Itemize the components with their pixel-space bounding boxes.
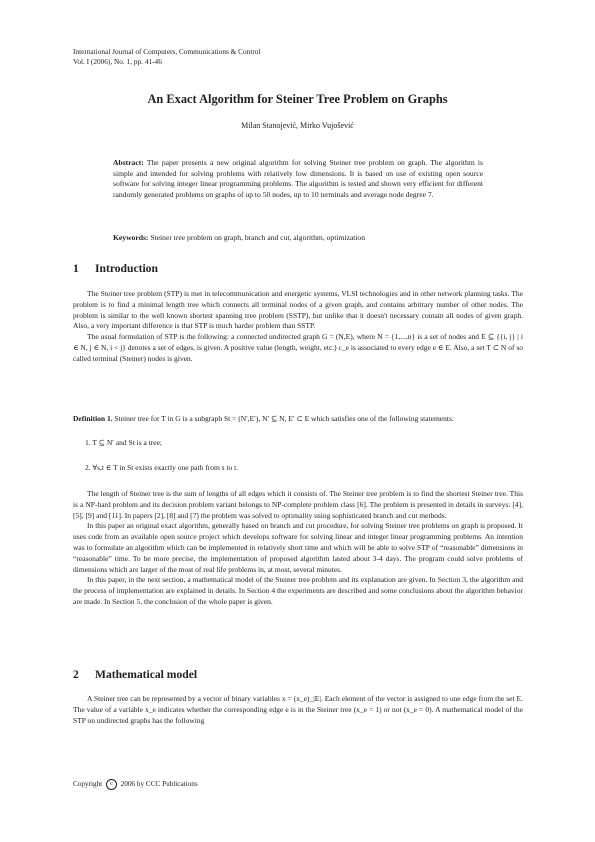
definition (73, 414, 523, 425)
abstract (113, 158, 483, 200)
section-title: Mathematical model (95, 668, 198, 681)
introduction-body (73, 289, 523, 365)
paper-authors: Milan Stanojević, Mirko Vujošević (241, 121, 354, 130)
paper-title: An Exact Algorithm for Steiner Tree Problem on Graphs (147, 92, 448, 106)
introduction-body-continued (73, 489, 523, 608)
section-number: 2 (73, 668, 79, 681)
journal-volume: Vol. I (2006), No. 1, pp. 41-46 (73, 57, 162, 66)
definition-text: Steiner tree for T in G is a subgraph St = (N′,E′), N′ ⊆ N, E′ ⊂ E which satisfies one of the following statements: (114, 414, 454, 423)
keywords-text: Steiner tree problem on graph, branch and cut, algorithm, optimization (150, 233, 366, 242)
definition-item-2: 2. ∀s,t ∈ T in St exists exactly one path from s to t. (85, 463, 239, 472)
keywords-label: Keywords: (113, 233, 149, 242)
paragraph: In this paper, in the next section, a mathematical model of the Steiner tree problem and its explanation are given. In Section 3, the algorithm and the process of implementation are explained in details. In Section 4 the experiments are described and some conclusions about the algorithm behavior are made. In Section 5, the conclusion of the whole paper is given. (73, 575, 523, 606)
keywords (113, 233, 493, 244)
abstract-label: Abstract: (113, 158, 144, 167)
journal-name: International Journal of Computers, Communications & Control (73, 47, 261, 56)
definition-item-1: 1. T ⊆ N′ and St is a tree; (85, 438, 163, 447)
abstract-text: The paper presents a new original algorithm for solving Steiner tree problem on graph. The algorithm is simple and intended for solving problems with relatively low dimensions. It is based on use of existing open source software for solving integer linear programming problems. The algorithm is tested and shown very efficient for different randomly generated problems on graphs of up to 50 nodes, up to 10 terminals and average node degree 7. (113, 158, 483, 199)
copyright-prefix: Copyright (73, 780, 103, 789)
copyright-text: 2006 by CCC Publications (120, 780, 198, 789)
paragraph: The usual formulation of STP is the following: a connected undirected graph G = (N,E), where N = {1,...,n} is a set of nodes and E ⊆ {{i, j} | i ∈ N, j ∈ N, i < j} denotes a set of edges, is given. A positive value (length, weight, etc.) c_e is associated to every edge e ∈ E. Also, a set T ⊂ N of so called terminal (Steiner) nodes is given. (73, 332, 523, 363)
model-body (73, 694, 523, 726)
section-heading-introduction (73, 262, 158, 275)
paragraph: A Steiner tree can be represented by a vector of binary variables x = (x_e)_|E|. Each element of the vector is assigned to one edge from the set E. The value of a variable x_e indicates whether the corresponding edge e is in the Steiner tree (x_e = 1) or not (x_e = 0). A mathematical model of the STP on undirected graphs has the following (73, 694, 523, 725)
definition-label: Definition 1. (73, 414, 113, 423)
paragraph: The Steiner tree problem (STP) is met in telecommunication and energetic systems, VLSI technologies and in other network planning tasks. The problem is to find a minimal length tree which connects all terminal nodes of a given graph, and contains arbitrary number of other nodes. The problem is similar to the well known shortest spanning tree problem (SSTP), but unlike that it doesn't necessary contain all nodes of given graph. Also, a very important difference is that STP is much harder problem than SSTP. (73, 289, 523, 331)
paragraph: In this paper an original exact algorithm, generally based on branch and cut procedure, for solving Steiner tree problems on graph is proposed. It uses code from an available open source project which develops software for solving linear and integer linear programming problems. An intention was to formulate an algorithm which can be implemented in relatively short time and which will be able to solve STP of “reasonable” dimensions in “reasonable” time. To be more precise, the implementation of proposed algorithm lasted about 3-4 days. The program could solve problems of dimensions which are larger of the most of real life problems in, at most, several minutes. (73, 521, 523, 574)
section-heading-mathematical-model (73, 668, 197, 681)
paragraph: The length of Steiner tree is the sum of lengths of all edges which it consists of. The Steiner tree problem is to find the shortest Steiner tree. This is a NP-hard problem and its decision problem variant belongs to NP-complete problem class [6]. The problem is presented in details in surveys: [4], [5], [9] and [11]. In papers [2], [8] and [7] the problem was solved to optimality using sophisticated branch and cut methods. (73, 489, 523, 520)
copyright-footer (73, 779, 198, 790)
copyright-icon: c (106, 779, 117, 790)
section-title: Introduction (95, 262, 158, 275)
section-number: 1 (73, 262, 79, 275)
